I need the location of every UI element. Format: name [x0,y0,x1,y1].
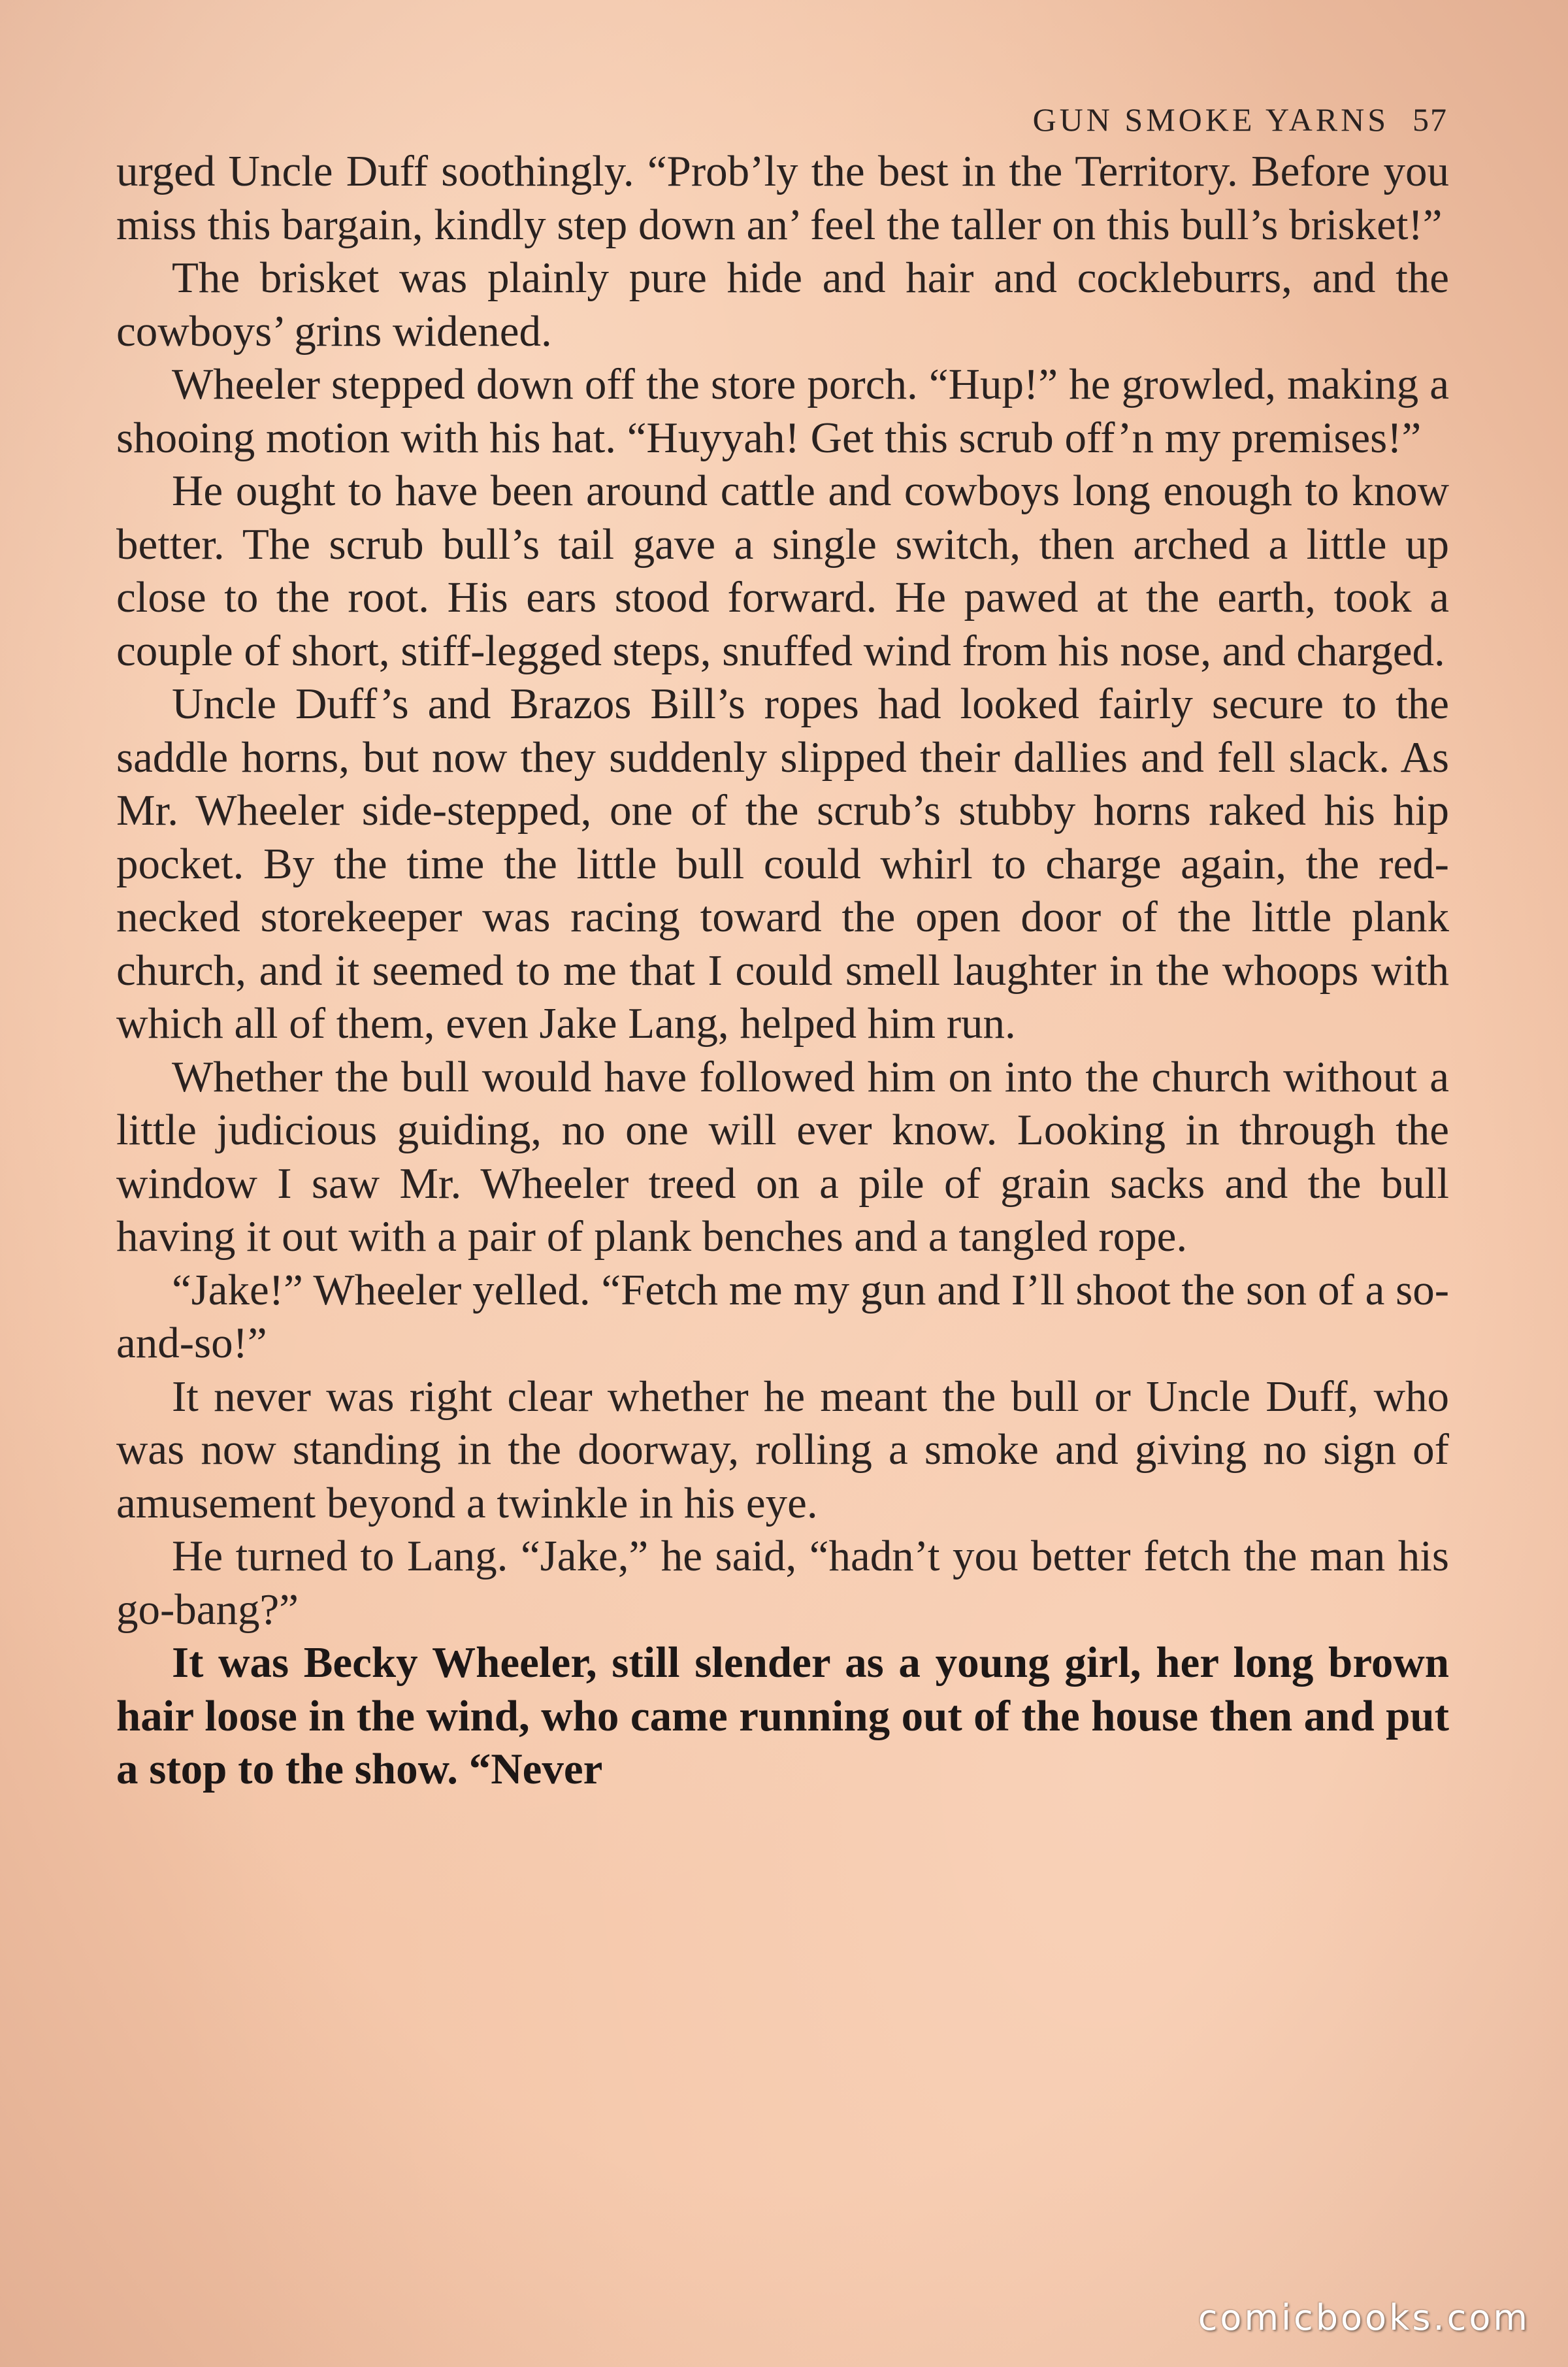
paragraph-7: “Jake!” Wheeler yelled. “Fetch me my gun and I’ll shoot the son of a so-and-so!” [116,1265,1449,1367]
paragraph-5: Uncle Duff’s and Brazos Bill’s ropes had looked fairly secure to the saddle horns, but now they suddenly slipped their dallies and fell slack. As Mr. Wheeler side-stepped, one of the scrub’s stubby horns raked his hip pocket. By the time the little bull could whirl to charge again, the red-necked storekeeper was racing toward the open door of the little plank church, and it seemed to me that I could smell laughter in the whoops with which all of them, even Jake Lang, helped him run. [116,680,1449,1048]
paragraph-8: It never was right clear whether he meant the bull or Uncle Duff, who was now standing in the doorway, rolling a smoke and giving no sign of amusement beyond a twinkle in his eye. [116,1372,1449,1527]
paragraph-10: It was Becky Wheeler, still slender as a young girl, her long brown hair loose in the wind, who came running out of the house then and put a stop to the show. “Never [116,1638,1449,1793]
running-title: GUN SMOKE YARNS [1032,101,1389,138]
paragraph-1: urged Uncle Duff soothingly. “Prob’ly the best in the Territory. Before you miss this bargain, kindly step down an’ feel the taller on this bull’s brisket!” [116,147,1449,249]
paragraph-6: Whether the bull would have followed him on into the church without a little judicious guiding, no one will ever know. Looking in through the window I saw Mr. Wheeler treed on a pile of grain sacks and the bull having it out with a pair of plank benches and a tangled rope. [116,1052,1449,1261]
paragraph-4: He ought to have been around cattle and cowboys long enough to know better. The scrub bull’s tail gave a single switch, then arched a little up close to the root. His ears stood forward. He pawed at the earth, took a couple of short, stiff-legged steps, snuffed wind from his nose, and charged. [116,467,1449,675]
page-number: 57 [1413,101,1448,138]
paragraph-2: The brisket was plainly pure hide and hair and cockleburrs, and the cowboys’ grins widened. [116,254,1449,356]
paragraph-3: Wheeler stepped down off the store porch. “Hup!” he growled, making a shooing motion with his hat. “Huyyah! Get this scrub off’n my premises!” [116,360,1449,462]
paragraph-9: He turned to Lang. “Jake,” he said, “hadn’t you better fetch the man his go-bang?” [116,1532,1449,1634]
running-header [1033,103,1448,136]
body-text [116,145,1449,1796]
watermark: comicbooks.com [1198,2297,1530,2338]
